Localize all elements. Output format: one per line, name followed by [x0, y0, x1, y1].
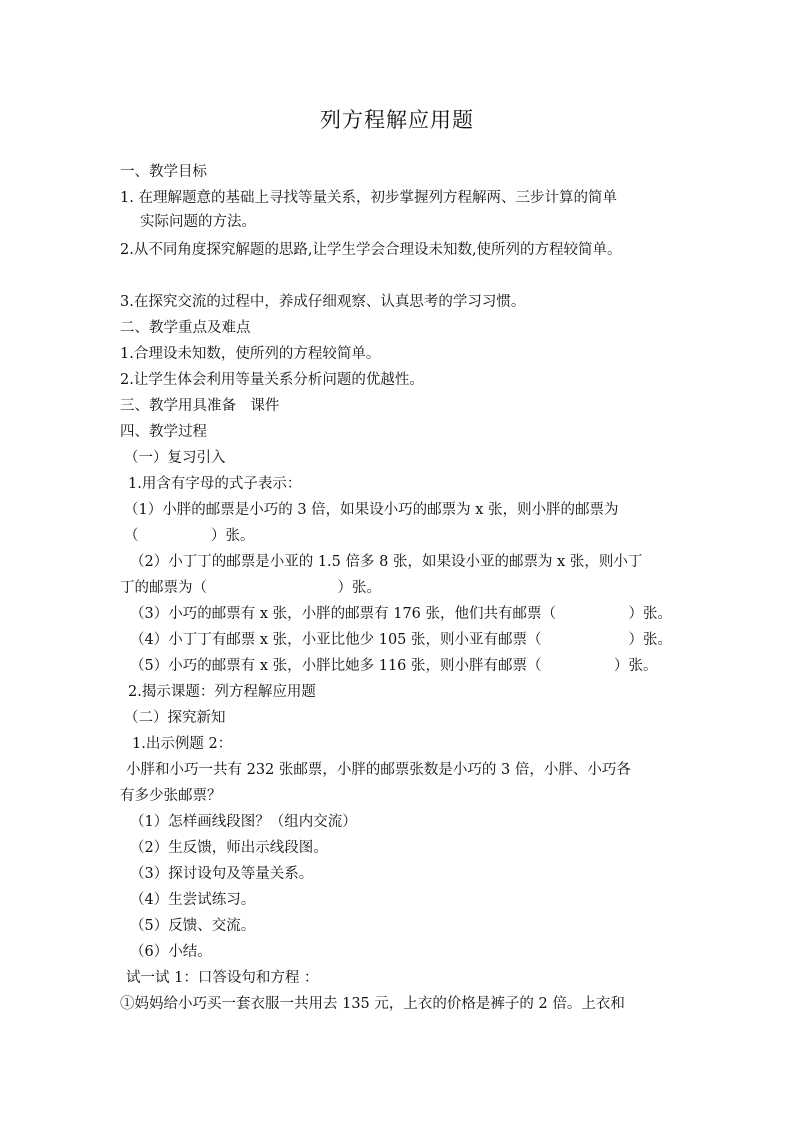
exercise-1-line-2: （ ）张。 — [124, 528, 255, 544]
subsection-review: （一）复习引入 — [124, 450, 226, 466]
key-point-2: 2.让学生体会利用等量关系分析问题的优越性。 — [120, 372, 424, 388]
section-heading-process: 四、教学过程 — [120, 424, 207, 440]
objective-1-line-2: 实际问题的方法。 — [140, 214, 256, 230]
step-6: （6）小结。 — [130, 944, 212, 960]
try-it-1-problem: ①妈妈给小巧买一套衣服一共用去 135 元，上衣的价格是裤子的 2 倍。上衣和 — [120, 996, 625, 1012]
step-3: （3）探讨设句及等量关系。 — [130, 866, 314, 882]
objective-1-line-1: 1. 在理解题意的基础上寻找等量关系，初步掌握列方程解两、三步计算的简单 — [120, 190, 617, 206]
page-title: 列方程解应用题 — [320, 108, 474, 132]
objective-3: 3.在探究交流的过程中，养成仔细观察、认真思考的学习习惯。 — [120, 294, 526, 310]
step-4: （4）生尝试练习。 — [130, 892, 256, 908]
try-it-1-heading: 试一试 1：口答设句和方程 ： — [126, 970, 319, 986]
example-problem-line-1: 小胖和小巧一共有 232 张邮票，小胖的邮票张数是小巧的 3 倍，小胖、小巧各 — [126, 762, 631, 778]
exercise-3: （3）小巧的邮票有 x 张，小胖的邮票有 176 张，他们共有邮票（ ）张。 — [130, 606, 673, 622]
exercise-2-line-2: 丁的邮票为（ ）张。 — [120, 580, 381, 596]
section-heading-key-points: 二、教学重点及难点 — [120, 320, 251, 336]
subsection-explore: （二）探究新知 — [124, 710, 226, 726]
example-problem-line-2: 有多少张邮票？ — [120, 788, 222, 804]
exercise-4: （4）小丁丁有邮票 x 张，小亚比他少 105 张，则小亚有邮票（ ）张。 — [130, 632, 673, 648]
explore-item-1: 1.出示例题 2： — [132, 736, 233, 752]
review-item-2: 2.揭示课题：列方程解应用题 — [128, 684, 316, 700]
key-point-1: 1.合理设未知数，使所列的方程较简单。 — [120, 346, 381, 362]
exercise-2-line-1: （2）小丁丁的邮票是小亚的 1.5 倍多 8 张，如果设小亚的邮票为 x 张，则小丁 — [130, 554, 643, 570]
exercise-1-line-1: （1）小胖的邮票是小巧的 3 倍，如果设小巧的邮票为 x 张，则小胖的邮票为 — [124, 502, 619, 518]
step-2: （2）生反馈，师出示线段图。 — [130, 840, 328, 856]
review-item-1: 1.用含有字母的式子表示： — [128, 476, 302, 492]
section-heading-objectives: 一、教学目标 — [120, 164, 207, 180]
section-heading-materials: 三、教学用具准备 课件 — [120, 398, 280, 414]
exercise-5: （5）小巧的邮票有 x 张，小胖比她多 116 张，则小胖有邮票（ ）张。 — [130, 658, 658, 674]
step-1: （1）怎样画线段图？（组内交流） — [130, 814, 357, 830]
step-5: （5）反馈、交流。 — [130, 918, 256, 934]
objective-2: 2.从不同角度探究解题的思路,让学生学会合理设未知数,使所列的方程较简单。 — [120, 242, 622, 258]
